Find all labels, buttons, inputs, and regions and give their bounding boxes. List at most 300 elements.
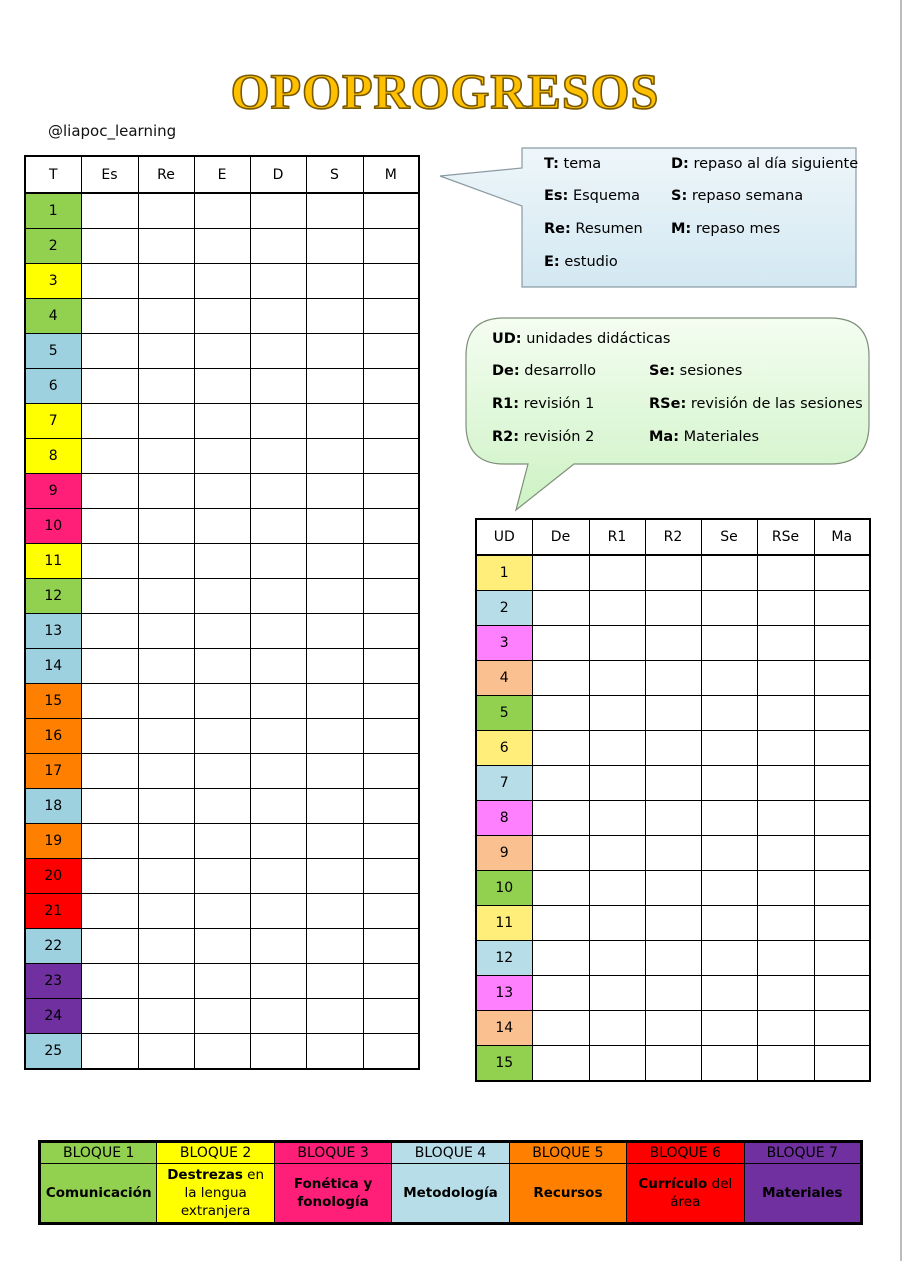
check-cell[interactable] <box>363 649 419 684</box>
table-row <box>25 614 419 649</box>
ud-table <box>475 518 871 1082</box>
check-cell[interactable] <box>589 555 645 591</box>
check-cell[interactable] <box>645 661 701 696</box>
legend-ma: Ma: Materiales <box>649 429 760 445</box>
check-cell[interactable] <box>194 684 250 719</box>
bloque-label: BLOQUE 4 <box>392 1142 509 1164</box>
check-cell[interactable] <box>250 649 306 684</box>
check-cell[interactable] <box>757 696 814 731</box>
check-cell[interactable] <box>363 544 419 579</box>
check-cell[interactable] <box>81 369 138 404</box>
check-cell[interactable] <box>81 929 138 964</box>
check-cell[interactable] <box>701 661 757 696</box>
check-cell[interactable] <box>194 719 250 754</box>
check-cell[interactable] <box>814 766 870 801</box>
check-cell[interactable] <box>306 614 363 649</box>
check-cell[interactable] <box>138 719 194 754</box>
t-row-number: 22 <box>25 929 81 964</box>
t-col-header: Re <box>138 156 194 193</box>
check-cell[interactable] <box>194 579 250 614</box>
check-cell[interactable] <box>250 964 306 999</box>
check-cell[interactable] <box>589 941 645 976</box>
check-cell[interactable] <box>757 1011 814 1046</box>
check-cell[interactable] <box>81 649 138 684</box>
check-cell[interactable] <box>250 1034 306 1070</box>
t-row-number: 7 <box>25 404 81 439</box>
check-cell[interactable] <box>532 696 589 731</box>
ud-row-number: 10 <box>476 871 532 906</box>
table-row <box>25 579 419 614</box>
check-cell[interactable] <box>194 509 250 544</box>
check-cell[interactable] <box>701 766 757 801</box>
check-cell[interactable] <box>645 626 701 661</box>
check-cell[interactable] <box>138 299 194 334</box>
check-cell[interactable] <box>138 334 194 369</box>
check-cell[interactable] <box>138 1034 194 1070</box>
check-cell[interactable] <box>81 1034 138 1070</box>
check-cell[interactable] <box>757 591 814 626</box>
check-cell[interactable] <box>757 836 814 871</box>
check-cell[interactable] <box>701 626 757 661</box>
check-cell[interactable] <box>306 684 363 719</box>
check-cell[interactable] <box>363 299 419 334</box>
check-cell[interactable] <box>814 731 870 766</box>
t-row-number: 2 <box>25 229 81 264</box>
check-cell[interactable] <box>589 766 645 801</box>
check-cell[interactable] <box>250 439 306 474</box>
check-cell[interactable] <box>138 929 194 964</box>
check-cell[interactable] <box>306 299 363 334</box>
check-cell[interactable] <box>757 871 814 906</box>
check-cell[interactable] <box>138 754 194 789</box>
check-cell[interactable] <box>645 801 701 836</box>
check-cell[interactable] <box>194 229 250 264</box>
table-row <box>25 404 419 439</box>
table-row <box>476 626 870 661</box>
check-cell[interactable] <box>589 626 645 661</box>
table-row <box>476 1011 870 1046</box>
t-row-number: 20 <box>25 859 81 894</box>
check-cell[interactable] <box>757 731 814 766</box>
check-cell[interactable] <box>81 404 138 439</box>
check-cell[interactable] <box>306 264 363 299</box>
check-cell[interactable] <box>363 193 419 229</box>
legend-e: E: estudio <box>544 254 618 270</box>
table-row <box>476 941 870 976</box>
check-cell[interactable] <box>306 579 363 614</box>
check-cell[interactable] <box>532 976 589 1011</box>
ud-row-number: 15 <box>476 1046 532 1082</box>
check-cell[interactable] <box>81 684 138 719</box>
check-cell[interactable] <box>306 474 363 509</box>
check-cell[interactable] <box>701 591 757 626</box>
check-cell[interactable] <box>306 859 363 894</box>
check-cell[interactable] <box>138 684 194 719</box>
legend-s: S: repaso semana <box>671 188 804 204</box>
check-cell[interactable] <box>589 591 645 626</box>
check-cell[interactable] <box>589 976 645 1011</box>
check-cell[interactable] <box>138 999 194 1034</box>
check-cell[interactable] <box>814 1046 870 1082</box>
check-cell[interactable] <box>81 789 138 824</box>
check-cell[interactable] <box>814 836 870 871</box>
check-cell[interactable] <box>250 404 306 439</box>
check-cell[interactable] <box>757 555 814 591</box>
t-row-number: 11 <box>25 544 81 579</box>
check-cell[interactable] <box>589 1046 645 1082</box>
check-cell[interactable] <box>363 229 419 264</box>
check-cell[interactable] <box>532 801 589 836</box>
check-cell[interactable] <box>250 719 306 754</box>
check-cell[interactable] <box>306 719 363 754</box>
check-cell[interactable] <box>194 614 250 649</box>
table-row <box>25 859 419 894</box>
check-cell[interactable] <box>645 836 701 871</box>
check-cell[interactable] <box>138 544 194 579</box>
check-cell[interactable] <box>81 299 138 334</box>
check-cell[interactable] <box>194 299 250 334</box>
t-row-number: 19 <box>25 824 81 859</box>
check-cell[interactable] <box>138 264 194 299</box>
table-row <box>25 789 419 824</box>
ud-col-header: RSe <box>757 519 814 555</box>
check-cell[interactable] <box>701 941 757 976</box>
check-cell[interactable] <box>306 509 363 544</box>
check-cell[interactable] <box>81 614 138 649</box>
check-cell[interactable] <box>814 591 870 626</box>
check-cell[interactable] <box>645 591 701 626</box>
check-cell[interactable] <box>194 369 250 404</box>
check-cell[interactable] <box>194 894 250 929</box>
table-row <box>476 836 870 871</box>
check-cell[interactable] <box>363 614 419 649</box>
check-cell[interactable] <box>645 731 701 766</box>
check-cell[interactable] <box>250 509 306 544</box>
ud-row-number: 3 <box>476 626 532 661</box>
check-cell[interactable] <box>81 964 138 999</box>
check-cell[interactable] <box>589 1011 645 1046</box>
check-cell[interactable] <box>363 334 419 369</box>
check-cell[interactable] <box>589 801 645 836</box>
check-cell[interactable] <box>250 579 306 614</box>
check-cell[interactable] <box>645 555 701 591</box>
table-row <box>476 906 870 941</box>
check-cell[interactable] <box>701 696 757 731</box>
check-cell[interactable] <box>589 731 645 766</box>
check-cell[interactable] <box>306 649 363 684</box>
check-cell[interactable] <box>138 509 194 544</box>
check-cell[interactable] <box>138 579 194 614</box>
bloque-desc: Fonética y fonología <box>274 1164 391 1224</box>
check-cell[interactable] <box>757 626 814 661</box>
check-cell[interactable] <box>138 789 194 824</box>
check-cell[interactable] <box>194 964 250 999</box>
table-row <box>25 719 419 754</box>
check-cell[interactable] <box>250 334 306 369</box>
check-cell[interactable] <box>532 1046 589 1082</box>
check-cell[interactable] <box>250 894 306 929</box>
check-cell[interactable] <box>306 894 363 929</box>
t-row-number: 10 <box>25 509 81 544</box>
check-cell[interactable] <box>250 824 306 859</box>
check-cell[interactable] <box>306 964 363 999</box>
check-cell[interactable] <box>814 871 870 906</box>
t-row-number: 24 <box>25 999 81 1034</box>
check-cell[interactable] <box>194 859 250 894</box>
check-cell[interactable] <box>532 1011 589 1046</box>
check-cell[interactable] <box>194 264 250 299</box>
check-cell[interactable] <box>306 193 363 229</box>
check-cell[interactable] <box>645 941 701 976</box>
check-cell[interactable] <box>81 719 138 754</box>
check-cell[interactable] <box>532 661 589 696</box>
check-cell[interactable] <box>250 684 306 719</box>
check-cell[interactable] <box>306 789 363 824</box>
check-cell[interactable] <box>250 264 306 299</box>
bloque-label: BLOQUE 7 <box>744 1142 861 1164</box>
check-cell[interactable] <box>138 439 194 474</box>
check-cell[interactable] <box>589 871 645 906</box>
table-row <box>25 439 419 474</box>
check-cell[interactable] <box>306 824 363 859</box>
check-cell[interactable] <box>363 964 419 999</box>
check-cell[interactable] <box>701 801 757 836</box>
check-cell[interactable] <box>589 836 645 871</box>
check-cell[interactable] <box>250 859 306 894</box>
t-row-number: 23 <box>25 964 81 999</box>
check-cell[interactable] <box>757 906 814 941</box>
check-cell[interactable] <box>757 976 814 1011</box>
t-row-number: 17 <box>25 754 81 789</box>
check-cell[interactable] <box>81 439 138 474</box>
check-cell[interactable] <box>701 906 757 941</box>
check-cell[interactable] <box>138 193 194 229</box>
table-row <box>25 649 419 684</box>
check-cell[interactable] <box>194 404 250 439</box>
check-cell[interactable] <box>250 369 306 404</box>
check-cell[interactable] <box>194 999 250 1034</box>
check-cell[interactable] <box>645 906 701 941</box>
check-cell[interactable] <box>645 976 701 1011</box>
ud-row-number: 9 <box>476 836 532 871</box>
check-cell[interactable] <box>306 544 363 579</box>
check-cell[interactable] <box>250 474 306 509</box>
check-cell[interactable] <box>363 929 419 964</box>
check-cell[interactable] <box>250 299 306 334</box>
check-cell[interactable] <box>363 404 419 439</box>
check-cell[interactable] <box>306 369 363 404</box>
check-cell[interactable] <box>757 766 814 801</box>
check-cell[interactable] <box>363 369 419 404</box>
table-row <box>476 871 870 906</box>
check-cell[interactable] <box>814 976 870 1011</box>
check-cell[interactable] <box>814 1011 870 1046</box>
check-cell[interactable] <box>363 264 419 299</box>
check-cell[interactable] <box>363 859 419 894</box>
check-cell[interactable] <box>589 696 645 731</box>
check-cell[interactable] <box>194 193 250 229</box>
check-cell[interactable] <box>814 661 870 696</box>
ud-col-header: R2 <box>645 519 701 555</box>
t-row-number: 3 <box>25 264 81 299</box>
check-cell[interactable] <box>306 929 363 964</box>
check-cell[interactable] <box>757 1046 814 1082</box>
check-cell[interactable] <box>701 836 757 871</box>
check-cell[interactable] <box>363 789 419 824</box>
check-cell[interactable] <box>81 474 138 509</box>
ud-row-number: 8 <box>476 801 532 836</box>
bloque-desc-bold: Destrezas <box>167 1166 243 1183</box>
check-cell[interactable] <box>363 684 419 719</box>
check-cell[interactable] <box>363 999 419 1034</box>
check-cell[interactable] <box>194 334 250 369</box>
check-cell[interactable] <box>81 999 138 1034</box>
table-row <box>25 684 419 719</box>
check-cell[interactable] <box>138 369 194 404</box>
check-cell[interactable] <box>138 404 194 439</box>
check-cell[interactable] <box>250 229 306 264</box>
t-row-number: 14 <box>25 649 81 684</box>
check-cell[interactable] <box>81 579 138 614</box>
table-row <box>476 801 870 836</box>
check-cell[interactable] <box>250 789 306 824</box>
check-cell[interactable] <box>194 544 250 579</box>
check-cell[interactable] <box>138 894 194 929</box>
check-cell[interactable] <box>814 626 870 661</box>
check-cell[interactable] <box>701 555 757 591</box>
check-cell[interactable] <box>81 544 138 579</box>
check-cell[interactable] <box>363 824 419 859</box>
check-cell[interactable] <box>645 1011 701 1046</box>
check-cell[interactable] <box>701 976 757 1011</box>
check-cell[interactable] <box>81 229 138 264</box>
table-row <box>25 999 419 1034</box>
check-cell[interactable] <box>645 696 701 731</box>
check-cell[interactable] <box>194 474 250 509</box>
check-cell[interactable] <box>138 964 194 999</box>
t-row-number: 5 <box>25 334 81 369</box>
check-cell[interactable] <box>138 824 194 859</box>
check-cell[interactable] <box>194 439 250 474</box>
check-cell[interactable] <box>194 649 250 684</box>
check-cell[interactable] <box>532 906 589 941</box>
check-cell[interactable] <box>532 766 589 801</box>
check-cell[interactable] <box>532 555 589 591</box>
check-cell[interactable] <box>363 894 419 929</box>
check-cell[interactable] <box>81 859 138 894</box>
check-cell[interactable] <box>532 836 589 871</box>
check-cell[interactable] <box>138 859 194 894</box>
check-cell[interactable] <box>363 754 419 789</box>
check-cell[interactable] <box>532 941 589 976</box>
check-cell[interactable] <box>81 334 138 369</box>
check-cell[interactable] <box>589 661 645 696</box>
check-cell[interactable] <box>814 801 870 836</box>
check-cell[interactable] <box>532 731 589 766</box>
check-cell[interactable] <box>306 334 363 369</box>
check-cell[interactable] <box>645 871 701 906</box>
t-row-number: 16 <box>25 719 81 754</box>
check-cell[interactable] <box>306 754 363 789</box>
check-cell[interactable] <box>306 999 363 1034</box>
check-cell[interactable] <box>757 801 814 836</box>
check-cell[interactable] <box>81 264 138 299</box>
check-cell[interactable] <box>363 439 419 474</box>
check-cell[interactable] <box>194 754 250 789</box>
check-cell[interactable] <box>306 229 363 264</box>
table-row <box>25 964 419 999</box>
check-cell[interactable] <box>814 555 870 591</box>
check-cell[interactable] <box>250 754 306 789</box>
check-cell[interactable] <box>701 871 757 906</box>
check-cell[interactable] <box>194 789 250 824</box>
bloque-desc-bold: Currículo <box>638 1175 708 1192</box>
check-cell[interactable] <box>138 614 194 649</box>
check-cell[interactable] <box>250 999 306 1034</box>
check-cell[interactable] <box>81 509 138 544</box>
check-cell[interactable] <box>194 824 250 859</box>
check-cell[interactable] <box>701 1046 757 1082</box>
check-cell[interactable] <box>363 1034 419 1070</box>
check-cell[interactable] <box>138 649 194 684</box>
t-row-number: 15 <box>25 684 81 719</box>
check-cell[interactable] <box>757 661 814 696</box>
check-cell[interactable] <box>194 929 250 964</box>
check-cell[interactable] <box>589 906 645 941</box>
check-cell[interactable] <box>814 696 870 731</box>
check-cell[interactable] <box>532 626 589 661</box>
check-cell[interactable] <box>250 929 306 964</box>
check-cell[interactable] <box>194 1034 250 1070</box>
check-cell[interactable] <box>81 824 138 859</box>
check-cell[interactable] <box>250 544 306 579</box>
check-cell[interactable] <box>250 614 306 649</box>
table-row <box>25 474 419 509</box>
check-cell[interactable] <box>306 404 363 439</box>
check-cell[interactable] <box>701 731 757 766</box>
check-cell[interactable] <box>363 719 419 754</box>
table-row <box>476 696 870 731</box>
check-cell[interactable] <box>363 474 419 509</box>
check-cell[interactable] <box>363 509 419 544</box>
bloque-desc: Recursos <box>509 1164 626 1224</box>
t-row-number: 1 <box>25 193 81 229</box>
legend-m: M: repaso mes <box>671 221 781 237</box>
check-cell[interactable] <box>306 439 363 474</box>
table-row <box>25 824 419 859</box>
check-cell[interactable] <box>701 1011 757 1046</box>
check-cell[interactable] <box>532 591 589 626</box>
check-cell[interactable] <box>814 906 870 941</box>
check-cell[interactable] <box>532 871 589 906</box>
check-cell[interactable] <box>306 1034 363 1070</box>
check-cell[interactable] <box>757 941 814 976</box>
check-cell[interactable] <box>81 894 138 929</box>
check-cell[interactable] <box>645 766 701 801</box>
check-cell[interactable] <box>81 193 138 229</box>
check-cell[interactable] <box>138 229 194 264</box>
check-cell[interactable] <box>81 754 138 789</box>
check-cell[interactable] <box>363 579 419 614</box>
ud-header-row <box>476 519 870 555</box>
bloque-desc: Materiales <box>744 1164 861 1224</box>
ud-row-number: 5 <box>476 696 532 731</box>
check-cell[interactable] <box>138 474 194 509</box>
check-cell[interactable] <box>250 193 306 229</box>
check-cell[interactable] <box>645 1046 701 1082</box>
check-cell[interactable] <box>814 941 870 976</box>
table-row <box>476 661 870 696</box>
